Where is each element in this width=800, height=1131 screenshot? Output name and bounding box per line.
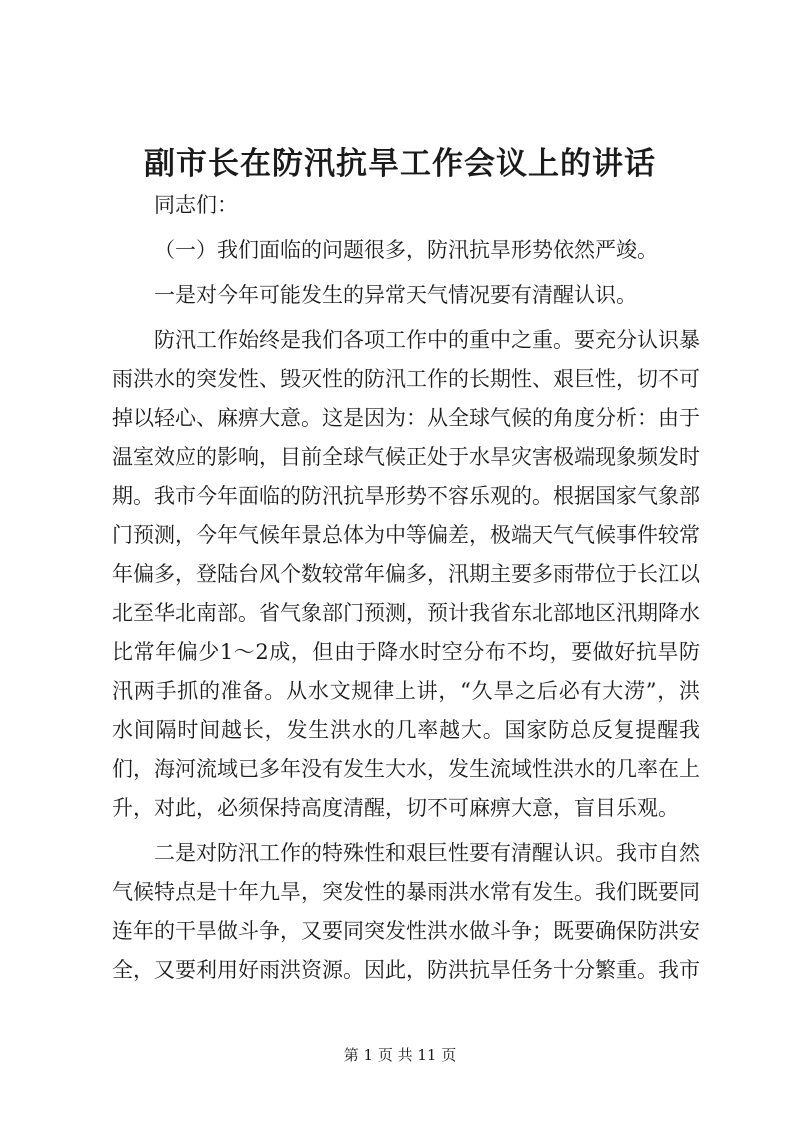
section-heading: （一）我们面临的问题很多，防汛抗旱形势依然严竣。 bbox=[154, 238, 658, 262]
point-one-heading: 一是对今年可能发生的异常天气情况要有清醒认识。 bbox=[154, 283, 637, 307]
paragraph-two: 二是对防汛工作的特殊性和艰巨性要有清醒认识。我市自然气候特点是十年九旱，突发性的暴雨洪水常有发生。我们既要同连年的干旱做斗争，又要同突发性洪水做斗争；既要确保防洪安全，又要利用好雨洪资源。因此，防洪抗旱任务十分繁重。我市 bbox=[112, 841, 700, 982]
page-indicator: 第 1 页 共 11 页 bbox=[343, 1046, 457, 1064]
paragraph-one: 防汛工作始终是我们各项工作中的重中之重。要充分认识暴雨洪水的突发性、毁灭性的防汛工作的长期性、艰巨性，切不可掉以轻心、麻痹大意。这是因为：从全球气候的角度分析：由于温室效应的影响，目前全球气候正处于水旱灾害极端现象频发时期。我市今年面临的防汛抗旱形势不容乐观的。根据国家气象部门预测，今年气候年景总体为中等偏差，极端天气气候事件较常年偏多，登陆台风个数较常年偏多，汛期主要多雨带位于长江以北至华北南部。省气象部门预测，预计我省东北部地区汛期降水比常年偏少1～2成，但由于降水时空分布不均，要做好抗旱防汛两手抓的准备。从水文规律上讲，“久旱之后必有大涝”，洪水间隔时间越长，发生洪水的几率越大。国家防总反复提醒我们，海河流域已多年没有发生大水，发生流域性洪水的几率在上升，对此，必须保持高度清醒，切不可麻痹大意，盲目乐观。 bbox=[112, 328, 700, 820]
document-title: 副市长在防汛抗旱工作会议上的讲话 bbox=[144, 146, 656, 182]
document-body bbox=[112, 186, 700, 990]
salutation: 同志们： bbox=[154, 193, 238, 217]
